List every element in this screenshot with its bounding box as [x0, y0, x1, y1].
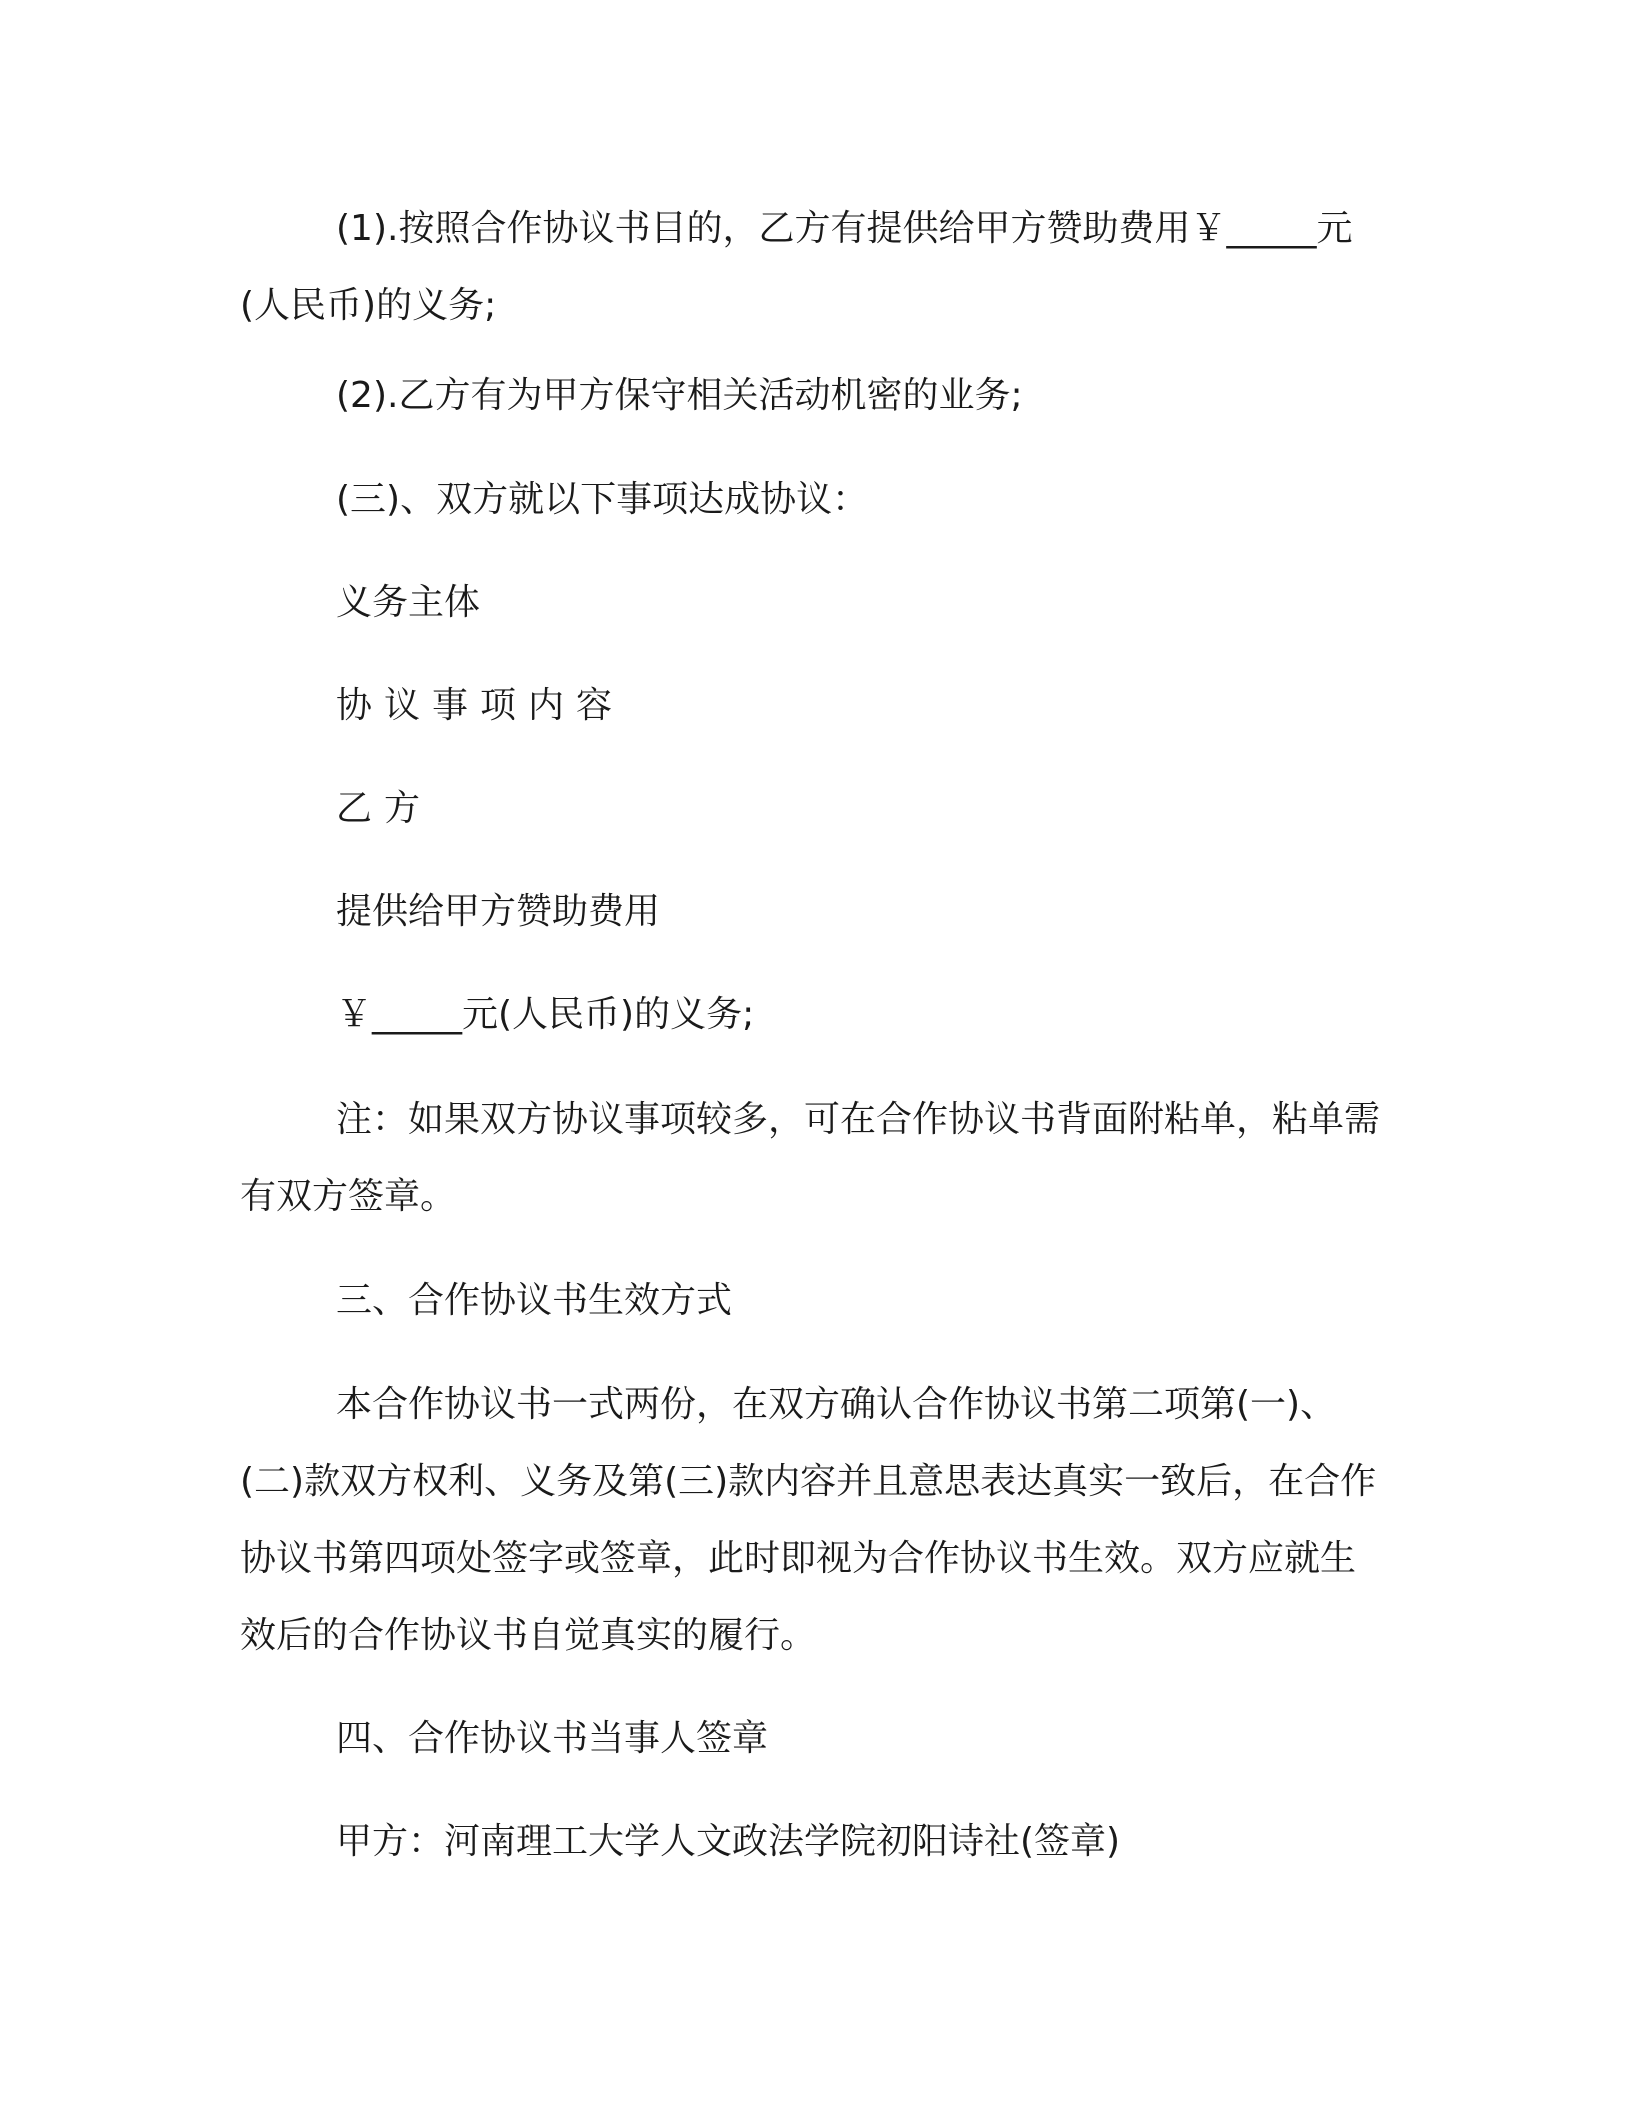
section-three-heading: 三、合作协议书生效方式: [336, 1280, 733, 1321]
obligation-confidentiality-paragraph: (2).乙方有为甲方保守相关活动机密的业务;: [336, 375, 1023, 416]
party-a-signature-line: 甲方：河南理工大学人文政法学院初阳诗社(签章): [336, 1821, 1121, 1862]
effectiveness-paragraph: 本合作协议书一式两份，在双方确认合作协议书第二项第(一)、(二)款双方权利、义务及第(三)款内容并且意思表达真实一致后，在合作协议书第四项处签字或签章，此时即视为合作协议书生效。双方应就生效后的合作协议书自觉真实的履行。: [240, 1384, 1377, 1656]
party-b-label: 乙方: [336, 788, 433, 829]
obligation-sponsorship-paragraph: (1).按照合作协议书目的，乙方有提供给甲方赞助费用￥_____元(人民币)的义务;: [240, 208, 1353, 326]
obligation-subject-label: 义务主体: [336, 582, 481, 623]
agreement-content-label: 协议事项内容: [336, 685, 625, 726]
sponsorship-amount-text: ￥_____元(人民币)的义务;: [336, 994, 755, 1035]
section-four-heading: 四、合作协议书当事人签章: [336, 1718, 769, 1759]
agreement-matters-heading: (三)、双方就以下事项达成协议：: [336, 479, 869, 520]
sponsorship-item-text: 提供给甲方赞助费用: [336, 891, 661, 932]
note-paragraph: 注：如果双方协议事项较多，可在合作协议书背面附粘单，粘单需有双方签章。: [240, 1099, 1381, 1217]
